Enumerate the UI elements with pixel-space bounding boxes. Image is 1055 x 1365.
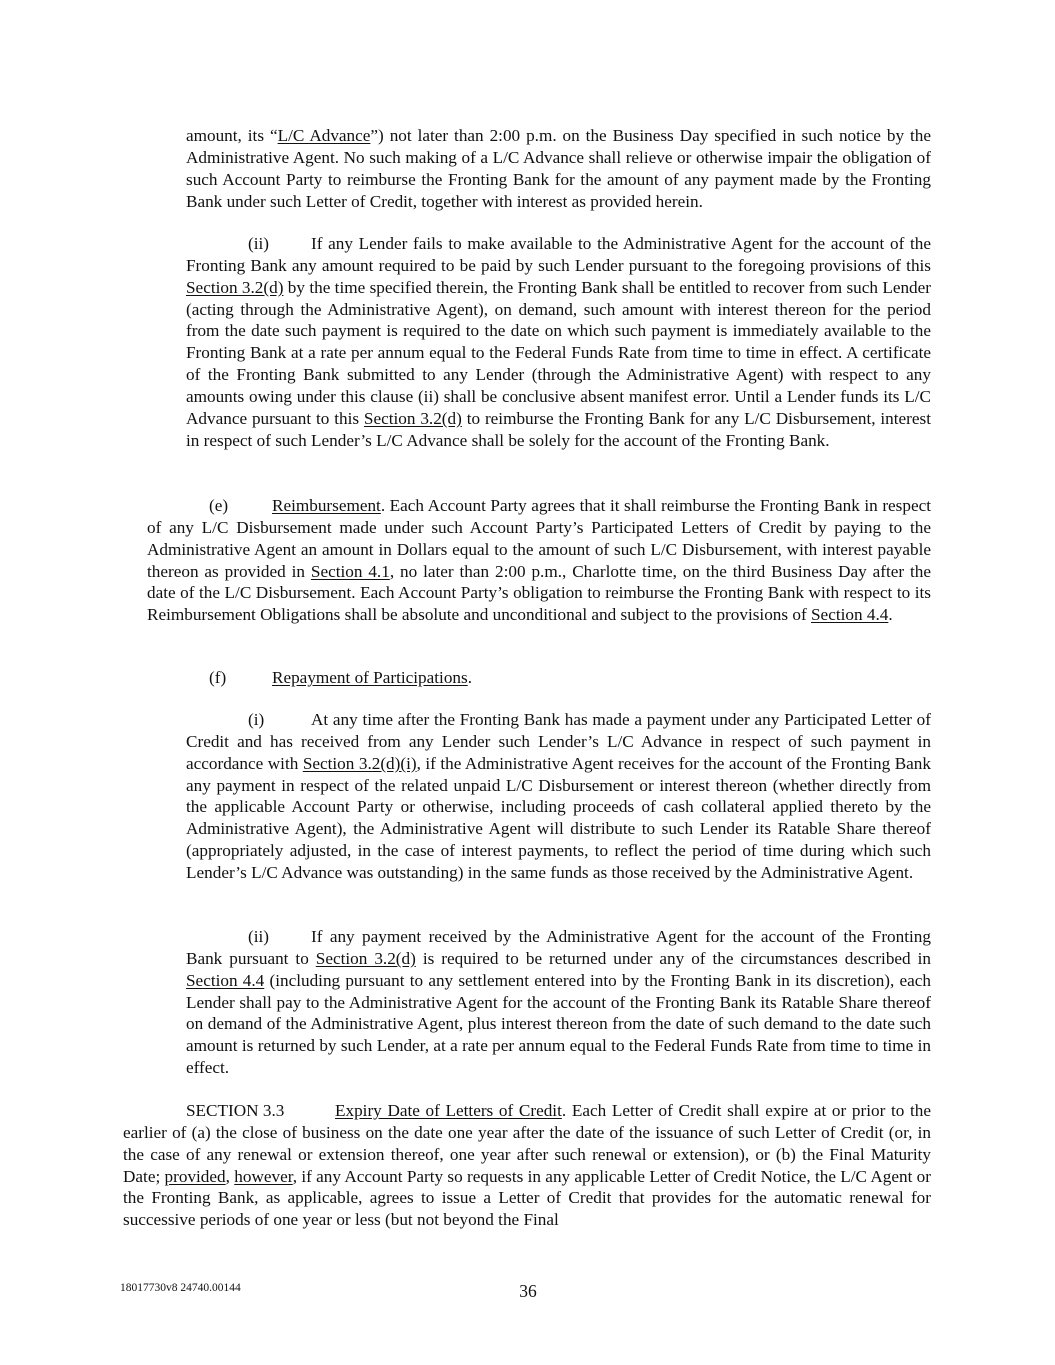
section-number: SECTION 3.3 bbox=[186, 1101, 285, 1120]
clause-label: (e) bbox=[209, 496, 229, 515]
term-provided: provided bbox=[164, 1166, 226, 1186]
section-ref: Section 3.2(d) bbox=[315, 948, 416, 968]
paragraph-section-3-3-expiry-date: SECTION 3.3 Expiry Date of Letters of Credit. Each Letter of Credit shall expire at or prior to the earlier of (a) the close of business on the date one year after the date of the issuance of such Letter of Credit (or, in the case of any renewal or extension thereof, one year after such renewal or extension), or (b) the Final Maturity Date; provided, however, if any Account Party so requests in any applicable Letter of Credit Notice, the L/C Agent or the Fronting Bank, as applicable, agrees to issue a Letter of Credit that provides for the automatic renewal for successive periods of one year or less (but not beyond the Final bbox=[123, 1101, 931, 1230]
paragraph-f-repayment-heading: (f) Repayment of Participations. bbox=[209, 668, 472, 687]
section-heading: Expiry Date of Letters of Credit bbox=[335, 1101, 562, 1120]
clause-label: (ii) bbox=[248, 234, 269, 253]
document-id: 18017730v8 24740.00144 bbox=[120, 1282, 241, 1294]
section-ref: Section 3.2(d)(i) bbox=[302, 753, 417, 773]
paragraph-clause-ii-return-of-payment: (ii) If any payment received by the Administrative Agent for the account of the Fronting Bank pursuant to Section 3.2(d) is required to be returned under any of the circumstances described in Section 4.4 (including pursuant to any settlement entered into by the Fronting Bank in its discretion), each Lender shall pay to the Administrative Agent for the account of the Fronting Bank its Ratable Share thereof on demand of the Administrative Agent, plus interest thereon from the date of such demand to the date such amount is returned by such Lender, at a rate per annum equal to the Federal Funds Rate from time to time in effect. bbox=[186, 927, 932, 1078]
section-ref: Section 4.4 bbox=[811, 605, 889, 625]
defined-term-lc-advance: L/C Advance bbox=[277, 126, 371, 145]
section-ref: Section 4.1 bbox=[310, 561, 390, 581]
paragraph-clause-ii-lender-failure: (ii) If any Lender fails to make available to the Administrative Agent for the account of the Fronting Bank any amount required to be paid by such Lender pursuant to the foregoing provisions of this Section 3.2(d) by the time specified therein, the Fronting Bank shall be entitled to recover from such Lender (acting through the Administrative Agent), on demand, such amount with interest thereon for the period from the date such payment is required to the date on which such payment is immediately available to the Fronting Bank at a rate per annum equal to the Federal Funds Rate from time to time in effect. A certificate of the Fronting Bank submitted to any Lender (through the Administrative Agent) with respect to any amounts owing under this clause (ii) shall be conclusive absent manifest error. Until a Lender funds its L/C Advance pursuant to this Section 3.2(d) to reimburse the Fronting Bank for any L/C Disbursement, interest in respect of such Lender’s L/C Advance shall be solely for the account of the Fronting Bank. bbox=[186, 234, 931, 450]
clause-label: (f) bbox=[209, 668, 227, 687]
section-heading: Reimbursement bbox=[272, 496, 381, 515]
paragraph-e-reimbursement: (e) Reimbursement. Each Account Party agrees that it shall reimburse the Fronting Bank in respect of any L/C Disbursement made under such Account Party’s Participated Letters of Credit by paying to the Administrative Agent an amount in Dollars equal to the amount of such L/C Disbursement, with interest payable thereon as provided in Section 4.1, no later than 2:00 p.m., Charlotte time, on the third Business Day after the date of the L/C Disbursement. Each Account Party’s obligation to reimburse the Fronting Bank with respect to its Reimbursement Obligations shall be absolute and unconditional and subject to the provisions of Section 4.4. bbox=[147, 496, 931, 625]
term-however: however bbox=[234, 1166, 293, 1186]
section-heading: Repayment of Participations bbox=[272, 668, 468, 687]
section-ref: Section 4.4 bbox=[186, 970, 265, 990]
clause-label: (i) bbox=[248, 710, 265, 729]
section-ref: Section 3.2(d) bbox=[363, 408, 462, 428]
paragraph-clause-i-distribution: (i) At any time after the Fronting Bank has made a payment under any Participated Letter of Credit and has received from any Lender such Lender’s L/C Advance in respect of such payment in accordance with Section 3.2(d)(i), if the Administrative Agent receives for the account of the Fronting Bank any payment in respect of the related unpaid L/C Disbursement or interest thereon (whether directly from the applicable Account Party or otherwise, including proceeds of cash collateral applied thereto by the Administrative Agent), the Administrative Agent will distribute to such Lender its Ratable Share thereof (appropriately adjusted, in the case of interest payments, to reflect the period of time during which such Lender’s L/C Advance was outstanding) in the same funds as those received by the Administrative Agent. bbox=[186, 710, 931, 882]
page-number: 36 bbox=[519, 1281, 537, 1301]
clause-label: (ii) bbox=[248, 927, 269, 946]
section-ref: Section 3.2(d) bbox=[186, 277, 284, 297]
paragraph-lc-advance-continuation: amount, its “L/C Advance”) not later than 2:00 p.m. on the Business Day specified in such notice by the Administrative Agent. No such making of a L/C Advance shall relieve or otherwise impair the obligation of such Account Party to reimburse the Fronting Bank for the amount of any payment made by the Fronting Bank under such Letter of Credit, together with interest as provided herein. bbox=[186, 126, 931, 211]
